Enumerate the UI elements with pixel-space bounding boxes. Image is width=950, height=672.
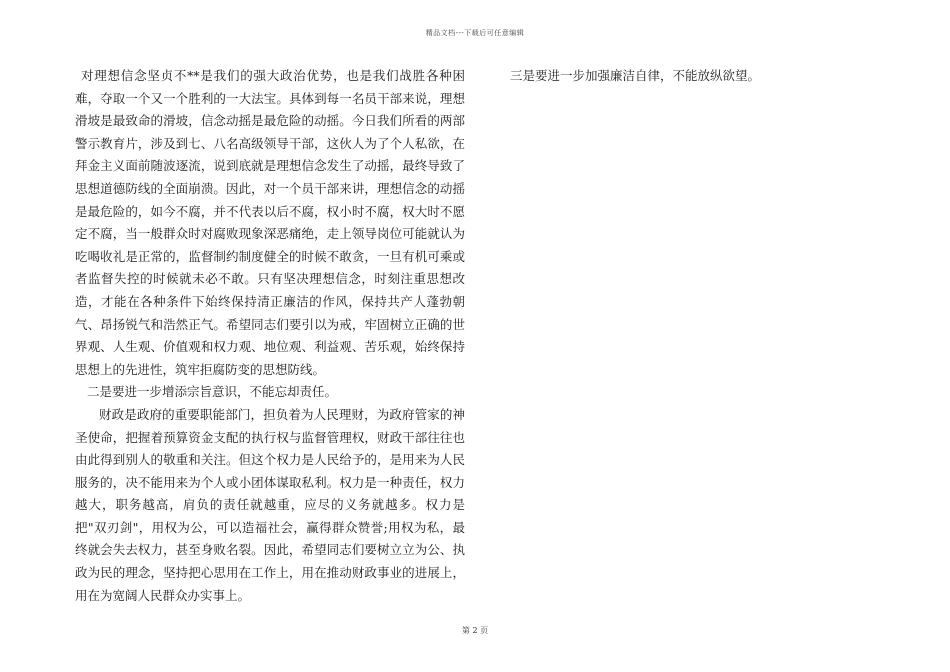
page-header: 精品文档---下载后可任意编辑 — [425, 29, 525, 37]
paragraph-heading-three: 三是要进一步加强廉洁自律，不能放纵欲望。 — [510, 68, 761, 83]
page-number: 第 2 页 — [461, 626, 489, 635]
paragraph-finance: 财政是政府的重要职能部门，担负着为人民理财，为政府管家的神圣使命，把握着预算资金支配的执行权与监督管理权，财政干部往往也由此得到别人的敬重和关注。但这个权力是人民给予的，是用来为人民服务的，决不能用来为个人或小团体谋取私利。权力是一种责任，权力越大，职务越高，肩负的责任就越重，应尽的义务就越多。权力是把"双刃剑"，用权为公，可以造福社会，赢得群众赞誉;用权为私，最终就会失去权力，甚至身败名裂。因此，希望同志们要树立立为公、执政为民的理念，坚持把心思用在工作上，用在推动财政事业的进展上，用在为宽阔人民群众办实事上。 — [75, 406, 465, 603]
right-text-column — [510, 65, 880, 88]
left-text-column — [75, 65, 465, 607]
paragraph-ideals: 对理想信念坚贞不**是我们的强大政治优势，也是我们战胜各种困难，夺取一个又一个胜利的一大法宝。具体到每一名员干部来说，理想滑坡是最致命的滑坡，信念动摇是最危险的动摇。今日我们所看的两部警示教育片，涉及到七、八名高级领导干部，这伙人为了个人私欲，在拜金主义面前随波逐流，说到底就是理想信念发生了动摇，最终导致了思想道德防线的全面崩溃。因此，对一个员干部来讲，理想信念的动摇是最危险的，如今不腐，并不代表以后不腐，权小时不腐，权大时不愿定不腐，当一般群众时对腐败现象深恶痛绝，走上领导岗位可能就认为吃喝收礼是正常的，监督制约制度健全的时候不敢贪，一旦有机可乘或者监督失控的时候就未必不敢。只有坚决理想信念，时刻注重思想改造，才能在各种条件下始终保持清正廉洁的作风，保持共产人蓬勃朝气、昂扬锐气和浩然正气。希望同志们要引以为戒，牢固树立正确的世界观、人生观、价值观和权力观、地位观、利益观、苦乐观，始终保持思想上的先进性，筑牢拒腐防变的思想防线。 — [75, 68, 465, 377]
paragraph-heading-two: 二是要进一步增添宗旨意识，不能忘却责任。 — [87, 384, 338, 400]
